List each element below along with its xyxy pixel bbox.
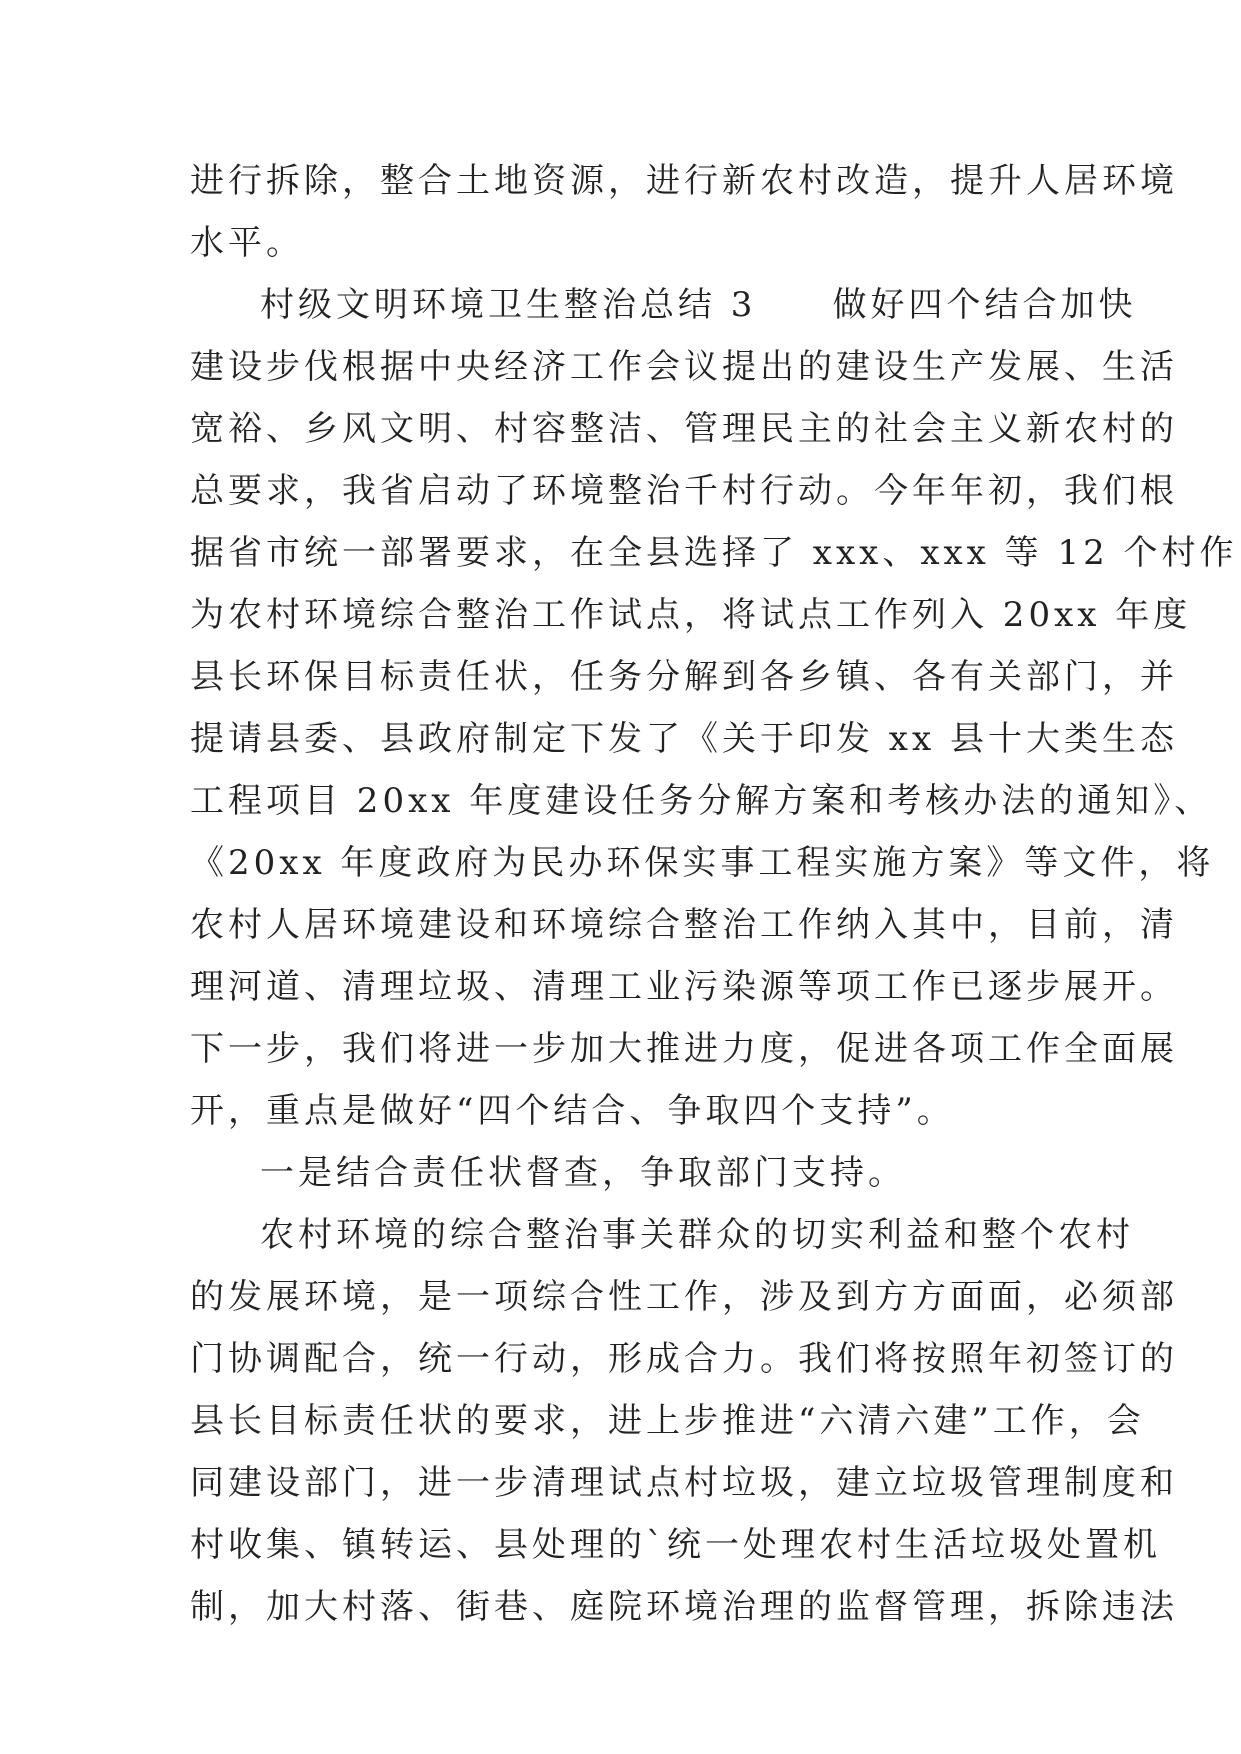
text-line: 《20xx 年度政府为民办环保实事工程实施方案》等文件，将 xyxy=(190,843,1215,883)
text-line: 总要求，我省启动了环境整治千村行动。今年年初，我们根 xyxy=(190,471,1178,511)
text-line: 下一步，我们将进一步加大推进力度，促进各项工作全面展 xyxy=(190,1029,1178,1069)
text-line: 门协调配合，统一行动，形成合力。我们将按照年初签订的 xyxy=(190,1339,1178,1379)
text-line: 农村人居环境建设和环境综合整治工作纳入其中，目前，清 xyxy=(190,905,1178,945)
text-line: 宽裕、乡风文明、村容整洁、管理民主的社会主义新农村的 xyxy=(190,409,1178,449)
text-line: 为农村环境综合整治工作试点，将试点工作列入 20xx 年度 xyxy=(190,595,1192,635)
text-line: 县长目标责任状的要求，进上步推进“六清六建”工作，会 xyxy=(190,1401,1145,1441)
text-line: 村收集、镇转运、县处理的`统一处理农村生活垃圾处置机 xyxy=(190,1525,1161,1565)
text-line: 工程项目 20xx 年度建设任务分解方案和考核办法的通知》、 xyxy=(190,781,1213,821)
text-line: 的发展环境，是一项综合性工作，涉及到方方面面，必须部 xyxy=(190,1277,1178,1317)
text-line: 农村环境的综合整治事关群众的切实利益和整个农村 xyxy=(260,1215,1134,1255)
text-line: 制，加大村落、街巷、庭院环境治理的监督管理，拆除违法 xyxy=(190,1587,1178,1627)
text-line: 提请县委、县政府制定下发了《关于印发 xx 县十大类生态 xyxy=(190,719,1178,759)
text-line: 建设步伐根据中央经济工作会议提出的建设生产发展、生活 xyxy=(190,347,1178,387)
document-body xyxy=(190,150,1238,1638)
text-line: 开，重点是做好“四个结合、争取四个支持”。 xyxy=(190,1091,955,1131)
text-line: 进行拆除，整合土地资源，进行新农村改造，提升人居环境 xyxy=(190,161,1178,201)
text-line: 水平。 xyxy=(190,223,304,263)
text-line: 理河道、清理垃圾、清理工业污染源等项工作已逐步展开。 xyxy=(190,967,1178,1007)
text-line: 同建设部门，进一步清理试点村垃圾，建立垃圾管理制度和 xyxy=(190,1463,1178,1503)
text-line: 县长环保目标责任状，任务分解到各乡镇、各有关部门，并 xyxy=(190,657,1178,697)
text-line: 一是结合责任状督查，争取部门支持。 xyxy=(260,1153,906,1193)
text-line: 据省市统一部署要求，在全县选择了 xxx、xxx 等 12 个村作 xyxy=(190,533,1238,573)
text-line: 村级文明环境卫生整治总结 3 做好四个结合加快 xyxy=(260,285,1137,325)
